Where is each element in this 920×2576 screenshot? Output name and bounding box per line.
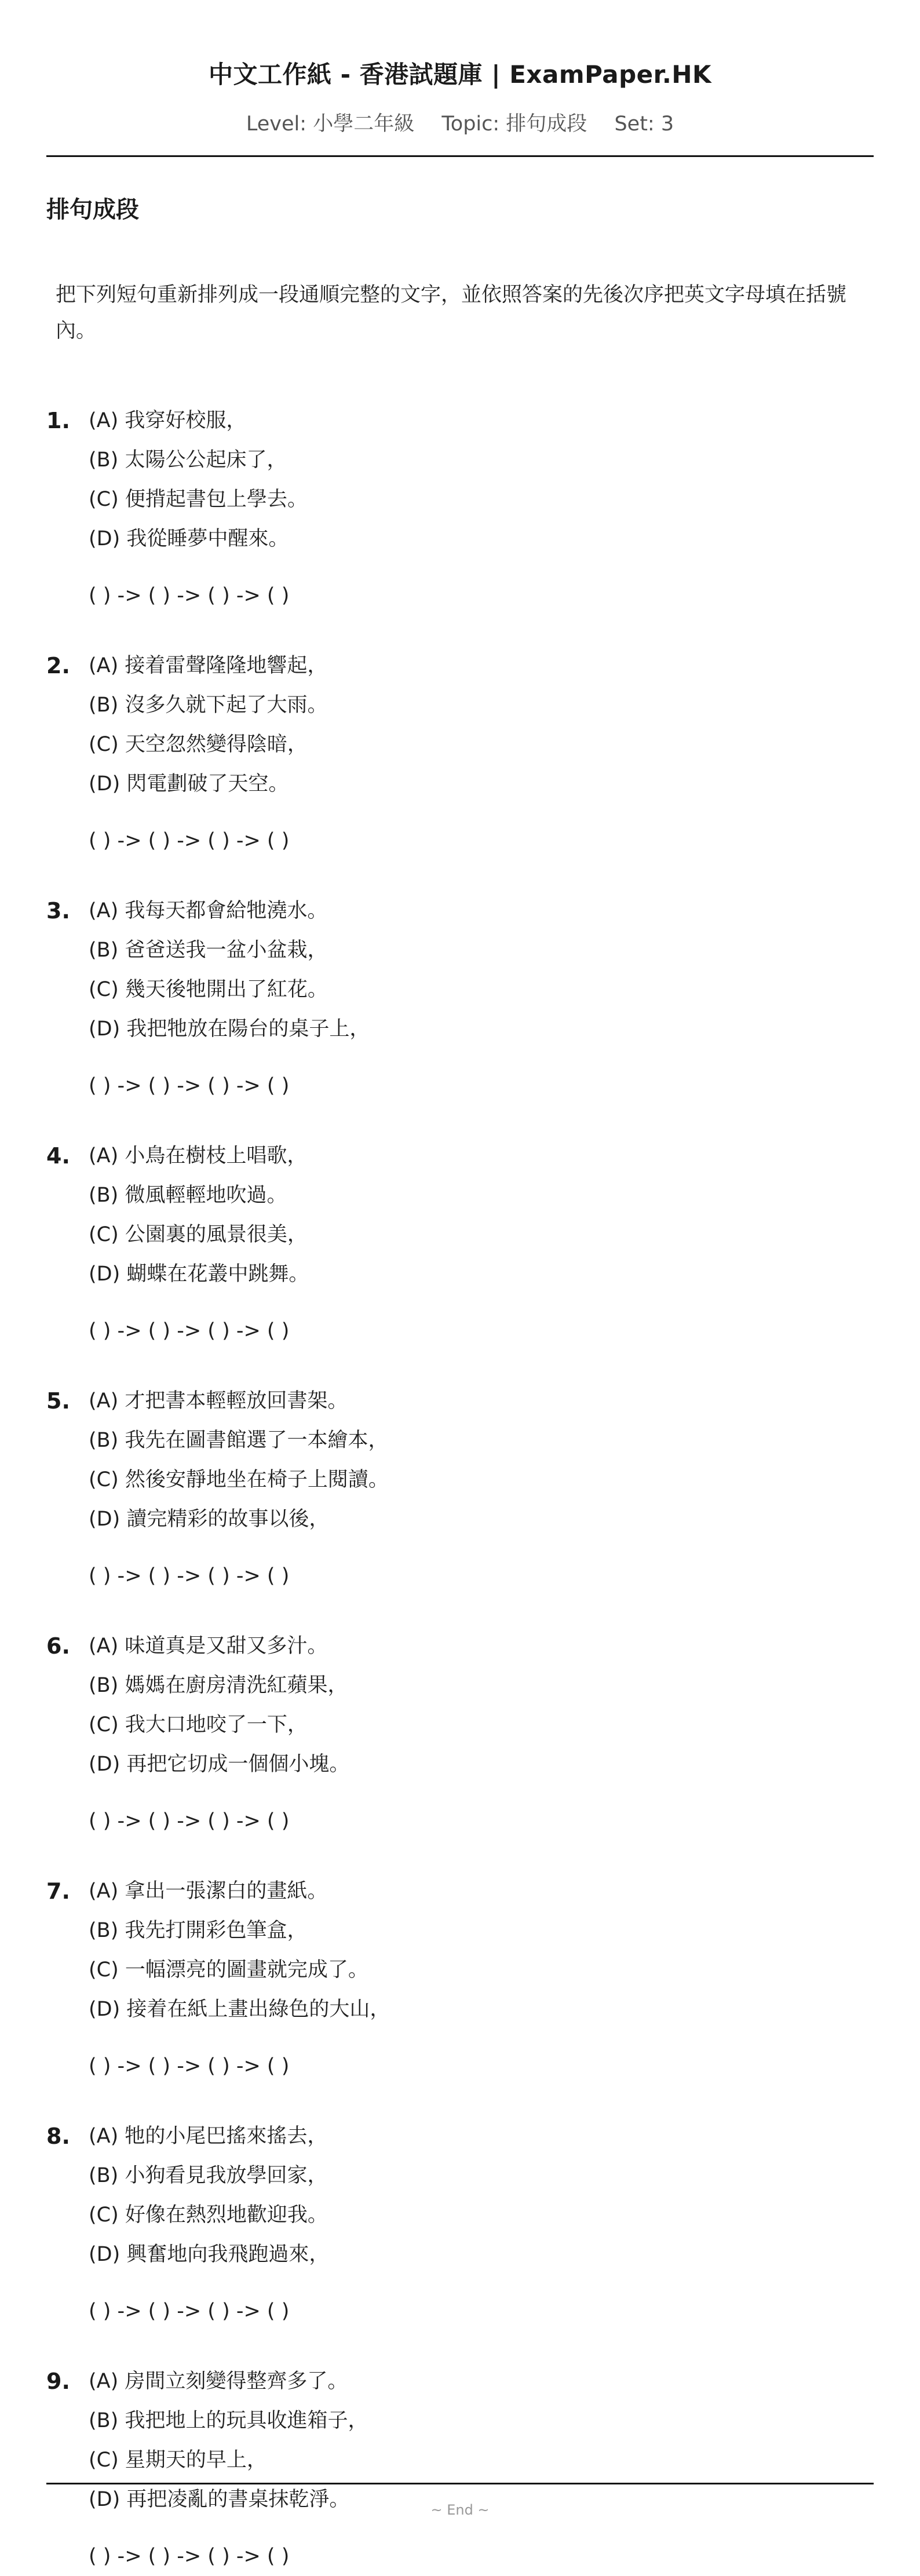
question-number: 7. [46, 1878, 70, 1904]
footer-end-text: ~ End ~ [430, 2502, 490, 2518]
sentence-option-d: (D) 蝴蝶在花叢中跳舞。 [89, 1263, 309, 1286]
sentence-option-b: (B) 爸爸送我一盆小盆栽， [89, 939, 328, 962]
sentence-option-b: (B) 太陽公公起床了， [89, 448, 287, 472]
answer-order-line[interactable]: ( ) -> ( ) -> ( ) -> ( ) [89, 1564, 290, 1588]
sentence-option-c: (C) 幾天後牠開出了紅花。 [89, 978, 328, 1001]
sentence-option-c: (C) 好像在熱烈地歡迎我。 [89, 2203, 328, 2227]
sentence-options [89, 891, 370, 1049]
sentence-option-a: (A) 拿出一張潔白的畫紙。 [89, 1880, 328, 1903]
sentence-option-c: (C) 天空忽然變得陰暗， [89, 733, 308, 756]
sentence-option-d: (D) 興奮地向我飛跑過來， [89, 2243, 330, 2266]
answer-order-line[interactable]: ( ) -> ( ) -> ( ) -> ( ) [89, 2300, 290, 2323]
sentence-options [89, 1136, 309, 1294]
sentence-options [89, 1626, 349, 1784]
section-title: 排句成段 [46, 196, 139, 223]
sentence-option-c: (C) 公園裏的風景很美， [89, 1223, 308, 1246]
sentence-option-d: (D) 再把凌亂的書桌抹乾淨。 [89, 2488, 350, 2511]
level-label: Level: 小學二年級 [246, 112, 415, 136]
sentence-option-c: (C) 星期天的早上， [89, 2449, 267, 2472]
question-number: 1. [46, 408, 70, 433]
question-number: 2. [46, 653, 70, 678]
answer-order-line[interactable]: ( ) -> ( ) -> ( ) -> ( ) [89, 829, 290, 852]
answer-order-line[interactable]: ( ) -> ( ) -> ( ) -> ( ) [89, 1319, 290, 1342]
topic-label: Topic: 排句成段 [441, 112, 587, 136]
sentence-option-a: (A) 牠的小尾巴搖來搖去， [89, 2125, 328, 2148]
sentence-option-b: (B) 我先在圖書館選了一本繪本， [89, 1429, 389, 1452]
worksheet-header [0, 0, 920, 158]
question-number: 8. [46, 2123, 70, 2149]
question-number: 9. [46, 2369, 70, 2394]
sentence-option-c: (C) 便揹起書包上學去。 [89, 488, 308, 511]
sentence-option-b: (B) 小狗看見我放學回家， [89, 2164, 328, 2187]
instruction-text: 把下列短句重新排列成一段通順完整的文字，並依照答案的先後次序把英文字母填在括號內。 [56, 283, 847, 342]
answer-order-line[interactable]: ( ) -> ( ) -> ( ) -> ( ) [89, 1809, 290, 1833]
set-label: Set: 3 [614, 112, 674, 136]
question-number: 3. [46, 898, 70, 924]
question-number: 5. [46, 1388, 70, 1414]
sentence-option-d: (D) 我把牠放在陽台的桌子上， [89, 1017, 370, 1041]
sentence-option-d: (D) 再把它切成一個個小塊。 [89, 1753, 350, 1776]
question-number: 6. [46, 1633, 70, 1659]
sentence-option-a: (A) 我穿好校服， [89, 409, 247, 432]
sentence-option-b: (B) 我把地上的玩具收進箱子， [89, 2409, 368, 2432]
sentence-option-c: (C) 然後安靜地坐在椅子上閱讀。 [89, 1468, 389, 1491]
sentence-options [89, 1381, 389, 1539]
sentence-option-a: (A) 才把書本輕輕放回書架。 [89, 1389, 348, 1413]
sentence-option-d: (D) 接着在紙上畫出綠色的大山， [89, 1998, 390, 2021]
sentence-option-a: (A) 味道真是又甜又多汁。 [89, 1634, 328, 1658]
answer-order-line[interactable]: ( ) -> ( ) -> ( ) -> ( ) [89, 2055, 290, 2078]
page-title: 中文工作紙 - 香港試題庫 | ExamPaper.HK [208, 60, 712, 89]
footer-divider [46, 2483, 874, 2484]
answer-order-line[interactable]: ( ) -> ( ) -> ( ) -> ( ) [89, 1074, 290, 1097]
sentence-option-d: (D) 我從睡夢中醒來。 [89, 527, 289, 550]
sentence-options [89, 401, 308, 559]
worksheet-meta [0, 108, 920, 137]
sentence-option-c: (C) 一幅漂亮的圖畫就完成了。 [89, 1958, 368, 1982]
sentence-options [89, 2117, 329, 2274]
sentence-option-d: (D) 閃電劃破了天空。 [89, 772, 289, 796]
sentence-option-a: (A) 小鳥在樹枝上唱歌， [89, 1144, 308, 1167]
sentence-option-b: (B) 沒多久就下起了大雨。 [89, 694, 328, 717]
sentence-option-d: (D) 讀完精彩的故事以後， [89, 1508, 330, 1531]
sentence-option-a: (A) 接着雷聲隆隆地響起， [89, 654, 328, 677]
sentence-option-a: (A) 我每天都會給牠澆水。 [89, 899, 328, 922]
answer-order-line[interactable]: ( ) -> ( ) -> ( ) -> ( ) [89, 584, 290, 607]
sentence-options [89, 646, 327, 804]
answer-order-line[interactable]: ( ) -> ( ) -> ( ) -> ( ) [89, 2545, 290, 2568]
sentence-option-b: (B) 微風輕輕地吹過。 [89, 1184, 287, 1207]
sentence-options [89, 2362, 368, 2519]
sentence-option-b: (B) 媽媽在廚房清洗紅蘋果， [89, 1674, 348, 1697]
question-number: 4. [46, 1143, 70, 1169]
sentence-option-a: (A) 房間立刻變得整齊多了。 [89, 2370, 348, 2393]
header-divider [46, 155, 874, 157]
sentence-option-b: (B) 我先打開彩色筆盒， [89, 1919, 308, 1942]
sentence-option-c: (C) 我大口地咬了一下， [89, 1713, 308, 1736]
sentence-options [89, 1871, 390, 2029]
